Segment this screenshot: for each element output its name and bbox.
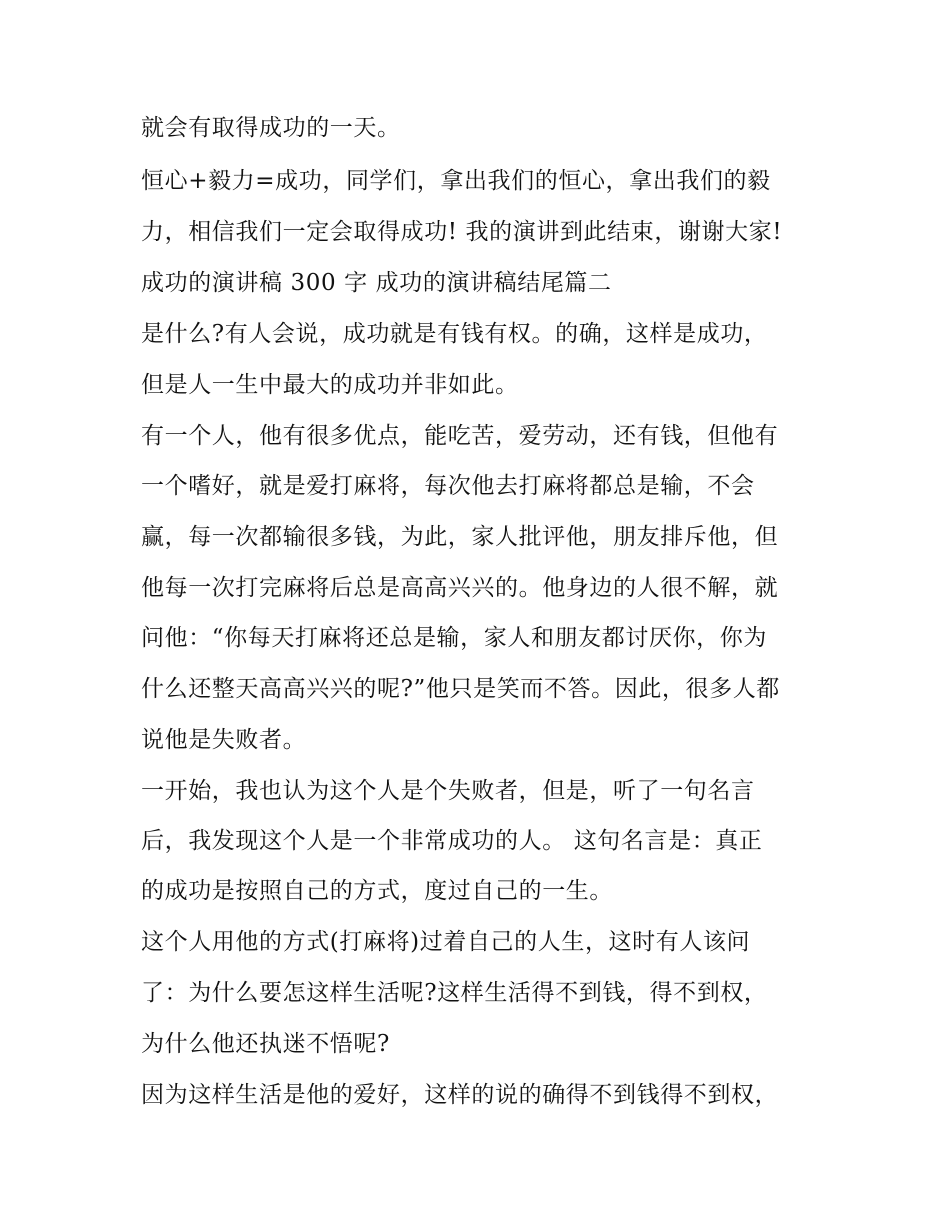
text-line: 说他是失败者。 bbox=[141, 727, 307, 753]
text-line: 但是人一生中最大的成功并非如此。 bbox=[141, 372, 519, 398]
text-line: 问他：“你每天打麻将还总是输，家人和朋友都讨厌你，你为 bbox=[141, 625, 767, 651]
text-line: 为什么他还执迷不悟呢? bbox=[141, 1031, 390, 1057]
text-line: 的成功是按照自己的方式，度过自己的一生。 bbox=[141, 878, 613, 904]
text-line: 了：为什么要怎这样生活呢?这样生活得不到钱，得不到权， bbox=[141, 980, 768, 1006]
text-line: 有一个人，他有很多优点，能吃苦，爱劳动，还有钱，但他有 bbox=[141, 423, 779, 449]
text-line: 这个人用他的方式(打麻将)过着自己的人生，这时有人该问 bbox=[141, 929, 751, 955]
text-line: 一开始，我也认为这个人是个失败者，但是，听了一句名言 bbox=[141, 778, 755, 804]
section-heading: 成功的演讲稿 300 字 成功的演讲稿结尾篇二 bbox=[141, 270, 612, 296]
text-line: 力，相信我们一定会取得成功! 我的演讲到此结束，谢谢大家! bbox=[141, 219, 783, 245]
text-line: 赢，每一次都输很多钱，为此，家人批评他，朋友排斥他，但 bbox=[141, 524, 779, 550]
text-line: 是什么?有人会说，成功就是有钱有权。的确，这样是成功， bbox=[141, 321, 768, 347]
text-line: 后，我发现这个人是一个非常成功的人。 这句名言是：真正 bbox=[141, 828, 763, 854]
text-line: 一个嗜好，就是爱打麻将，每次他去打麻将都总是输，不会 bbox=[141, 473, 755, 499]
text-line: 因为这样生活是他的爱好，这样的说的确得不到钱得不到权， bbox=[141, 1082, 779, 1108]
text-line: 恒心+毅力=成功，同学们，拿出我们的恒心，拿出我们的毅 bbox=[141, 168, 771, 194]
text-line: 他每一次打完麻将后总是高高兴兴的。他身边的人很不解，就 bbox=[141, 575, 779, 601]
text-line: 什么还整天高高兴兴的呢?”他只是笑而不答。因此，很多人都 bbox=[141, 676, 780, 702]
text-line: 就会有取得成功的一天。 bbox=[141, 115, 401, 141]
